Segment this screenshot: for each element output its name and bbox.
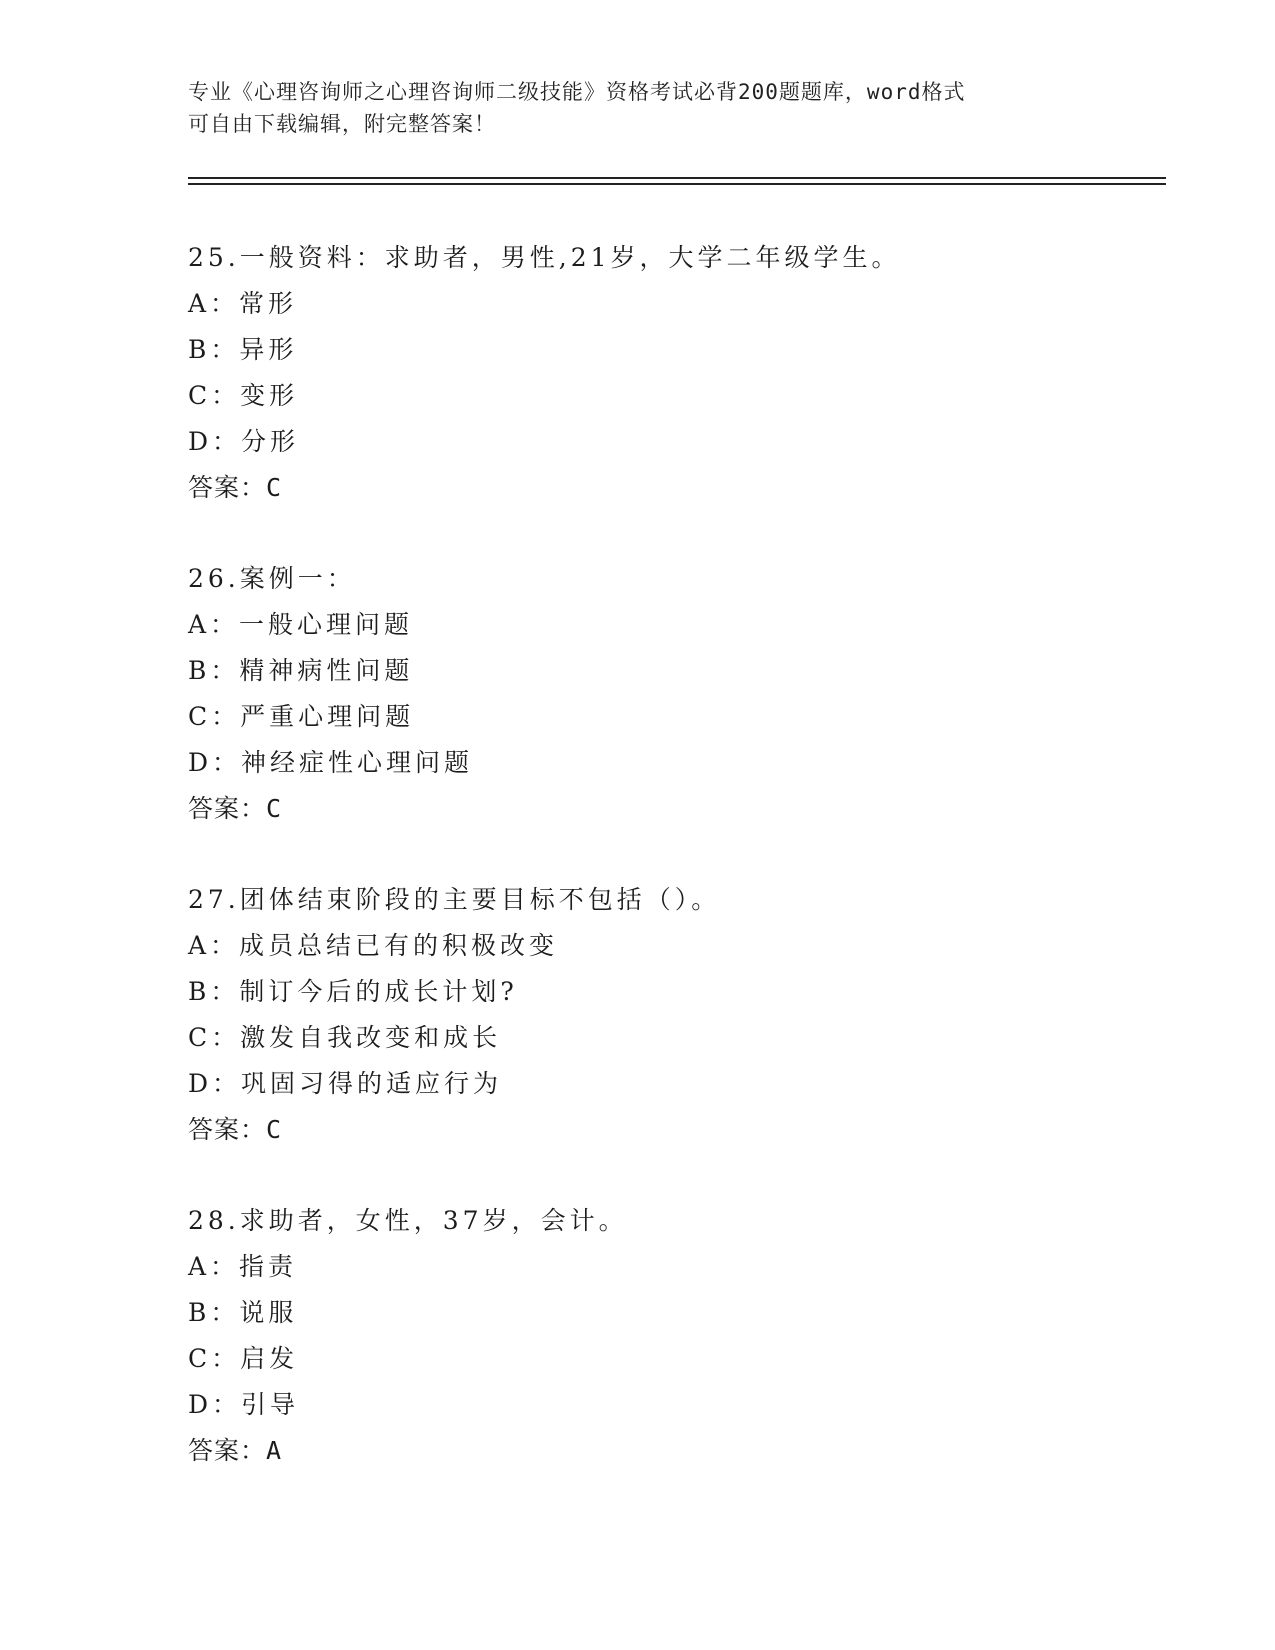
header-divider-top [188, 177, 1166, 179]
option-b: B：精神病性问题 [188, 656, 414, 685]
question-stem: 28.求助者，女性，37岁，会计。 [188, 1206, 628, 1235]
option-a: A：常形 [188, 289, 298, 318]
answer: 答案：A [188, 1436, 283, 1465]
option-b: B：说服 [188, 1298, 298, 1327]
header-divider-bottom [188, 183, 1166, 185]
header-line-1: 专业《心理咨询师之心理咨询师二级技能》资格考试必背200题题库，word格式 [188, 80, 966, 104]
question-stem: 26.案例一： [188, 564, 356, 593]
question-stem: 27.团体结束阶段的主要目标不包括（）。 [188, 885, 721, 914]
option-b: B：异形 [188, 335, 298, 364]
question-28 [188, 1198, 1188, 1474]
option-a: A：成员总结已有的积极改变 [188, 931, 559, 960]
header-line-2: 可自由下载编辑，附完整答案！ [188, 112, 496, 136]
answer: 答案：C [188, 1115, 283, 1144]
option-c: C：启发 [188, 1344, 299, 1373]
document-header [188, 76, 1108, 140]
question-26 [188, 556, 1188, 832]
question-27 [188, 877, 1188, 1153]
option-a: A：一般心理问题 [188, 610, 414, 639]
option-c: C：严重心理问题 [188, 702, 415, 731]
option-d: D：神经症性心理问题 [188, 748, 474, 777]
option-c: C：激发自我改变和成长 [188, 1023, 502, 1052]
question-25 [188, 235, 1188, 511]
option-a: A：指责 [188, 1252, 298, 1281]
option-d: D：分形 [188, 427, 300, 456]
question-stem: 25.一般资料：求助者，男性,21岁，大学二年级学生。 [188, 243, 901, 272]
answer: 答案：C [188, 473, 283, 502]
answer: 答案：C [188, 794, 283, 823]
option-d: D：引导 [188, 1390, 300, 1419]
option-c: C：变形 [188, 381, 299, 410]
option-d: D：巩固习得的适应行为 [188, 1069, 503, 1098]
option-b: B：制订今后的成长计划? [188, 977, 518, 1006]
